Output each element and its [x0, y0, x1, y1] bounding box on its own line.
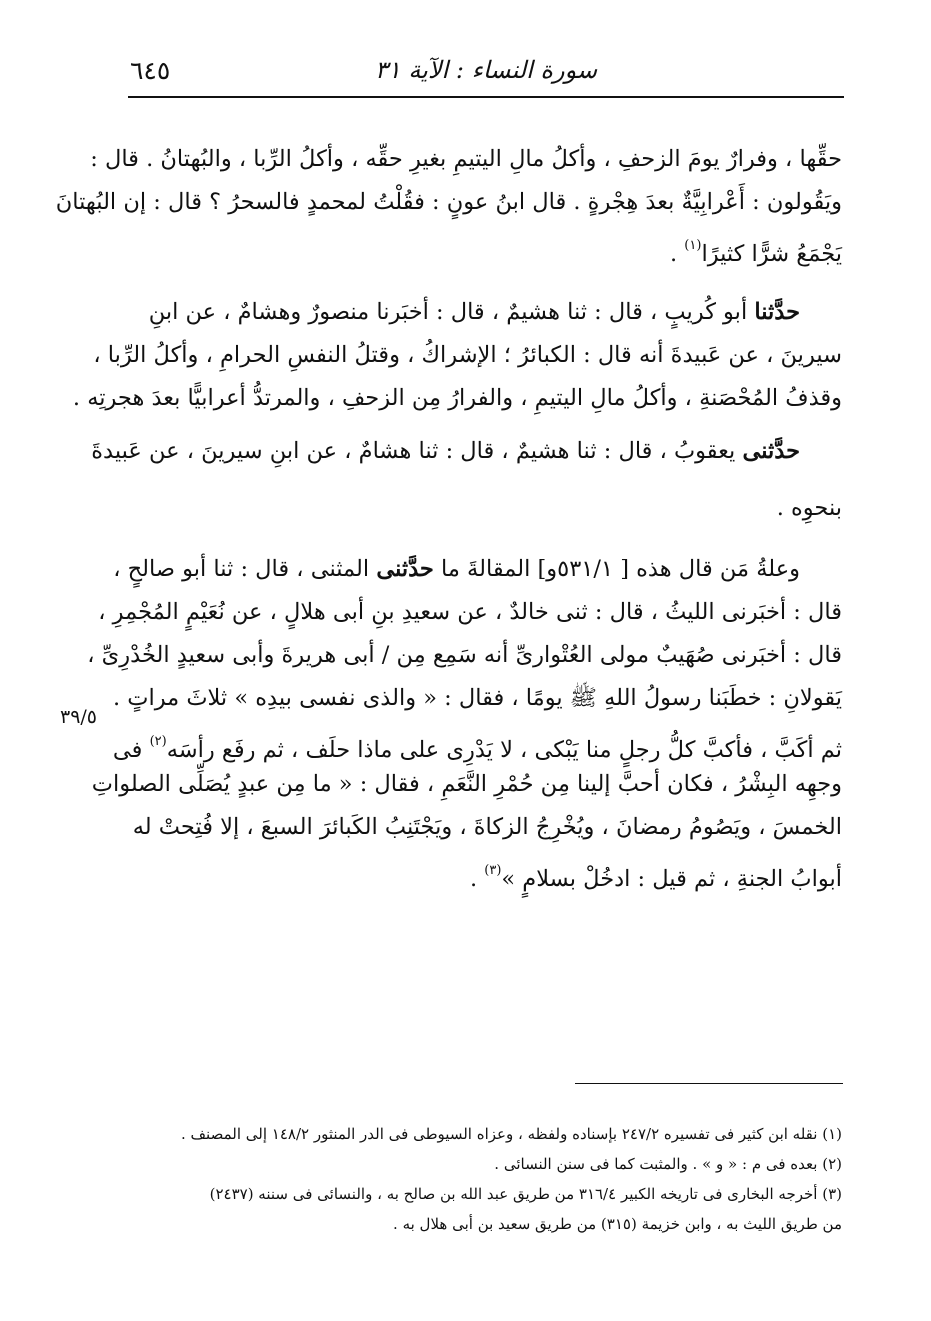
text-line: بنحوِه .	[776, 495, 842, 521]
text-segment: أبوابُ الجنةِ ، ثم قيل : ادخُلْ بسلامٍ »	[501, 866, 842, 892]
text-line: ويَقُولون : أَعْرابِيَّةٌ بعدَ هِجْرةٍ . قال ابنُ عونٍ : فقُلْتُ لمحمدٍ فالسحرُ ؟ قال : إن البُهتانَ	[55, 189, 842, 215]
text-segment: المثنى ، قال : ثنا أبو صالحٍ ،	[113, 556, 377, 582]
footnotes	[130, 1119, 842, 1239]
paragraph-4	[87, 548, 842, 892]
text-line	[130, 291, 842, 334]
footnote-ref-1[interactable]: (١)	[684, 238, 702, 253]
footnote-3: (٣) أخرجه البخارى فى تاريخه الكبير ٣١٦/٤ من طريق عبد الله بن صالح به ، والنسائى فى سننه (٢٤٣٧)	[209, 1185, 842, 1203]
text-segment: يَجْمَعُ شرًّا كثيرًا	[701, 241, 842, 267]
text-line: وجهِه البِشْرُ ، فكان أحبَّ إلينا مِن حُمْرِ النَّعَمِ ، فقال : « ما مِن عبدٍ يُصَلِّى الصلواتِ	[91, 771, 842, 797]
isnad-lead: حدَّثنى	[376, 556, 434, 582]
text-line	[130, 849, 842, 892]
text-segment: أبو كُريبٍ ، قال : ثنا هشيمٌ ، قال : أخبَرنا منصورٌ وهشامٌ ، عن ابنِ	[148, 299, 755, 325]
text-line	[130, 224, 842, 267]
footnote-ref-2[interactable]: (٢)	[149, 734, 167, 749]
paragraph-1	[55, 138, 842, 267]
footnote-3-continued: من طريق الليث به ، وابن خزيمة (٣١٥) من طريق سعيد بن أبى هلال به .	[393, 1215, 842, 1233]
text-segment: يعقوبُ ، قال : ثنا هشيمٌ ، قال : ثنا هشامٌ ، عن ابنِ سيرينَ ، عن عَبيدةَ	[91, 438, 743, 464]
footnote-ref-3[interactable]: (٣)	[484, 863, 502, 878]
text-line	[91, 430, 842, 473]
page-number: ٦٤٥	[130, 56, 171, 85]
footnote-rule	[575, 1083, 843, 1084]
text-line: يَقولانِ : خطَبَنا رسولُ اللهِ ﷺ يومًا ، فقال : « والذى نفسى بيدِه » ثلاثَ مراتٍ .	[112, 685, 842, 711]
text-line: قال : أخبَرنى الليثُ ، قال : ثنى خالدٌ ، عن سعيدِ بنِ أبى هلالٍ ، عن نُعَيْمٍ المُجْمِرِ ،	[98, 599, 842, 625]
text-line: وقذفُ المُحْصَنةِ ، وأكلُ مالِ اليتيمِ ، والفرارُ مِن الزحفِ ، والمرتدُّ أعرابيًّا بعدَ هجرتِه .	[72, 385, 842, 411]
text-segment: وعلةُ مَن قال هذه [ ٥٣١/١و] المقالةَ ما	[433, 556, 800, 582]
text-segment: ثم أكَبَّ ، فأكبَّ كلُّ رجلٍ منا يَبْكى ، لا يَدْرِى على ماذا حلَف ، ثم رفَع رأسَه	[166, 737, 842, 763]
isnad-lead: حدَّثنى	[742, 438, 800, 464]
page-header	[128, 52, 844, 92]
header-rule	[128, 96, 844, 98]
paragraph-3	[91, 430, 842, 530]
text-line: قال : أخبَرنى صُهَيبٌ مولى العُتْوارىِّ أنه سَمِع مِن / أبى هريرةَ وأبى سعيدٍ الخُدْرِىِّ ،	[87, 642, 842, 668]
footnote-2: (٢) بعده فى م : « و » . والمثبت كما فى سنن النسائى .	[494, 1155, 842, 1173]
footnote-1: (١) نقله ابن كثير فى تفسيره ٢٤٧/٢ بإسناده ولفظه ، وعزاه السيوطى فى الدر المنثور ١٤٨/٢ إلى المصنف .	[180, 1125, 842, 1143]
text-line: سيرينَ ، عن عَبيدةَ أنه قال : الكبائرُ ؛ الإشراكُ ، وقتلُ النفسِ الحرامِ ، وأكلُ الرِّبا ،	[93, 342, 842, 368]
text-line	[112, 720, 842, 763]
text-segment: .	[469, 866, 485, 892]
paragraph-2	[72, 291, 842, 420]
text-line: الخمسَ ، ويَصُومُ رمضانَ ، ويُخْرِجُ الزكاةَ ، ويَجْتَنِبُ الكَبائرَ السبعَ ، إلا فُتِحتْ له	[132, 814, 842, 840]
text-line: حقِّها ، وفرارٌ يومَ الزحفِ ، وأكلُ مالِ اليتيمِ بغيرِ حقِّه ، وأكلُ الرِّبا ، والبُهتانُ . قال :	[90, 146, 842, 172]
running-title: سورة النساء : الآية ٣١	[374, 56, 598, 84]
text-line	[113, 548, 842, 591]
margin-note: ٣٩/٥	[60, 706, 98, 728]
isnad-lead: حدَّثنا	[754, 299, 800, 325]
text-segment: .	[669, 241, 685, 267]
text-segment: فى	[112, 737, 150, 763]
